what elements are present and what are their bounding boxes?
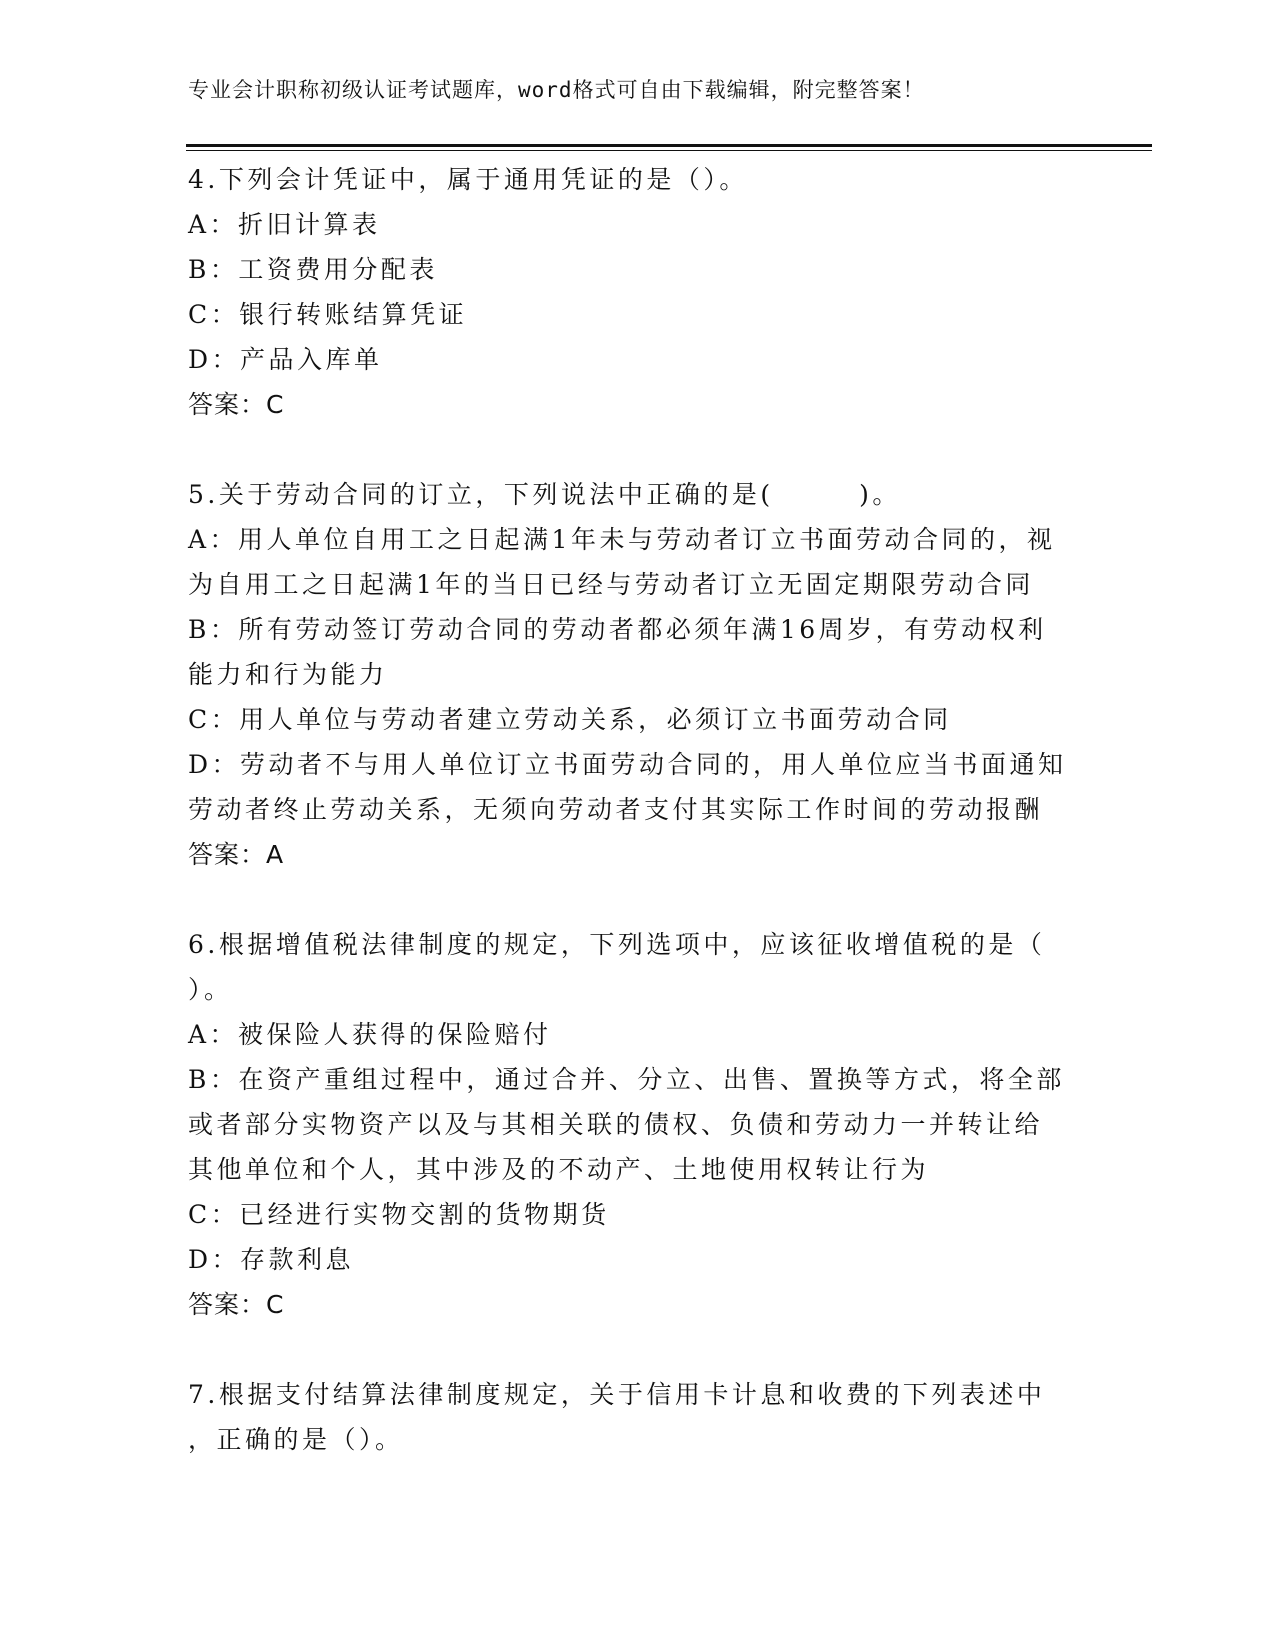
question-stem-cont: ，正确的是（）。 [188,1425,404,1454]
option-b-cont-2: 其他单位和个人，其中涉及的不动产、土地使用权转让行为 [188,1155,930,1184]
option-d: D：存款利息 [188,1245,355,1274]
option-a: A：折旧计算表 [188,210,381,239]
question-stem: 7.根据支付结算法律制度规定，关于信用卡计息和收费的下列表述中 [188,1380,1046,1409]
option-c: C：银行转账结算凭证 [188,300,468,329]
option-d: D：劳动者不与用人单位订立书面劳动合同的，用人单位应当书面通知 [188,750,1067,779]
option-d: D：产品入库单 [188,345,383,374]
option-b: B：在资产重组过程中，通过合并、分立、出售、置换等方式，将全部 [188,1065,1065,1094]
answer: 答案：C [188,1290,285,1319]
question-4 [188,157,1078,427]
option-b: B：所有劳动签订劳动合同的劳动者都必须年满16周岁，有劳动权利 [188,615,1047,644]
question-stem: 4.下列会计凭证中，属于通用凭证的是（）。 [188,165,748,194]
question-stem: 6.根据增值税法律制度的规定，下列选项中，应该征收增值税的是（ [188,930,1046,959]
option-c: C：已经进行实物交割的货物期货 [188,1200,610,1229]
option-a: A：被保险人获得的保险赔付 [188,1020,552,1049]
option-b-cont: 或者部分实物资产以及与其相关联的债权、负债和劳动力一并转让给 [188,1110,1044,1139]
question-5 [188,472,1078,877]
question-list [188,157,1078,1462]
option-b-cont: 能力和行为能力 [188,660,388,689]
question-stem: 5.关于劳动合同的订立，下列说法中正确的是( )。 [188,480,901,509]
option-a: A：用人单位自用工之日起满1年未与劳动者订立书面劳动合同的，视 [188,525,1056,554]
question-6 [188,922,1078,1327]
question-7 [188,1372,1078,1462]
answer: 答案：A [188,840,285,869]
question-stem-cont: ）。 [188,975,233,1004]
header-rule-thin [186,150,1152,151]
option-d-cont: 劳动者终止劳动关系，无须向劳动者支付其实际工作时间的劳动报酬 [188,795,1044,824]
option-c: C：用人单位与劳动者建立劳动关系，必须订立书面劳动合同 [188,705,952,734]
header-rule-thick [186,144,1152,147]
answer: 答案：C [188,390,285,419]
option-a-cont: 为自用工之日起满1年的当日已经与劳动者订立无固定期限劳动合同 [188,570,1034,599]
page-header: 专业会计职称初级认证考试题库，word格式可自由下载编辑，附完整答案！ [188,78,925,102]
option-b: B：工资费用分配表 [188,255,438,284]
